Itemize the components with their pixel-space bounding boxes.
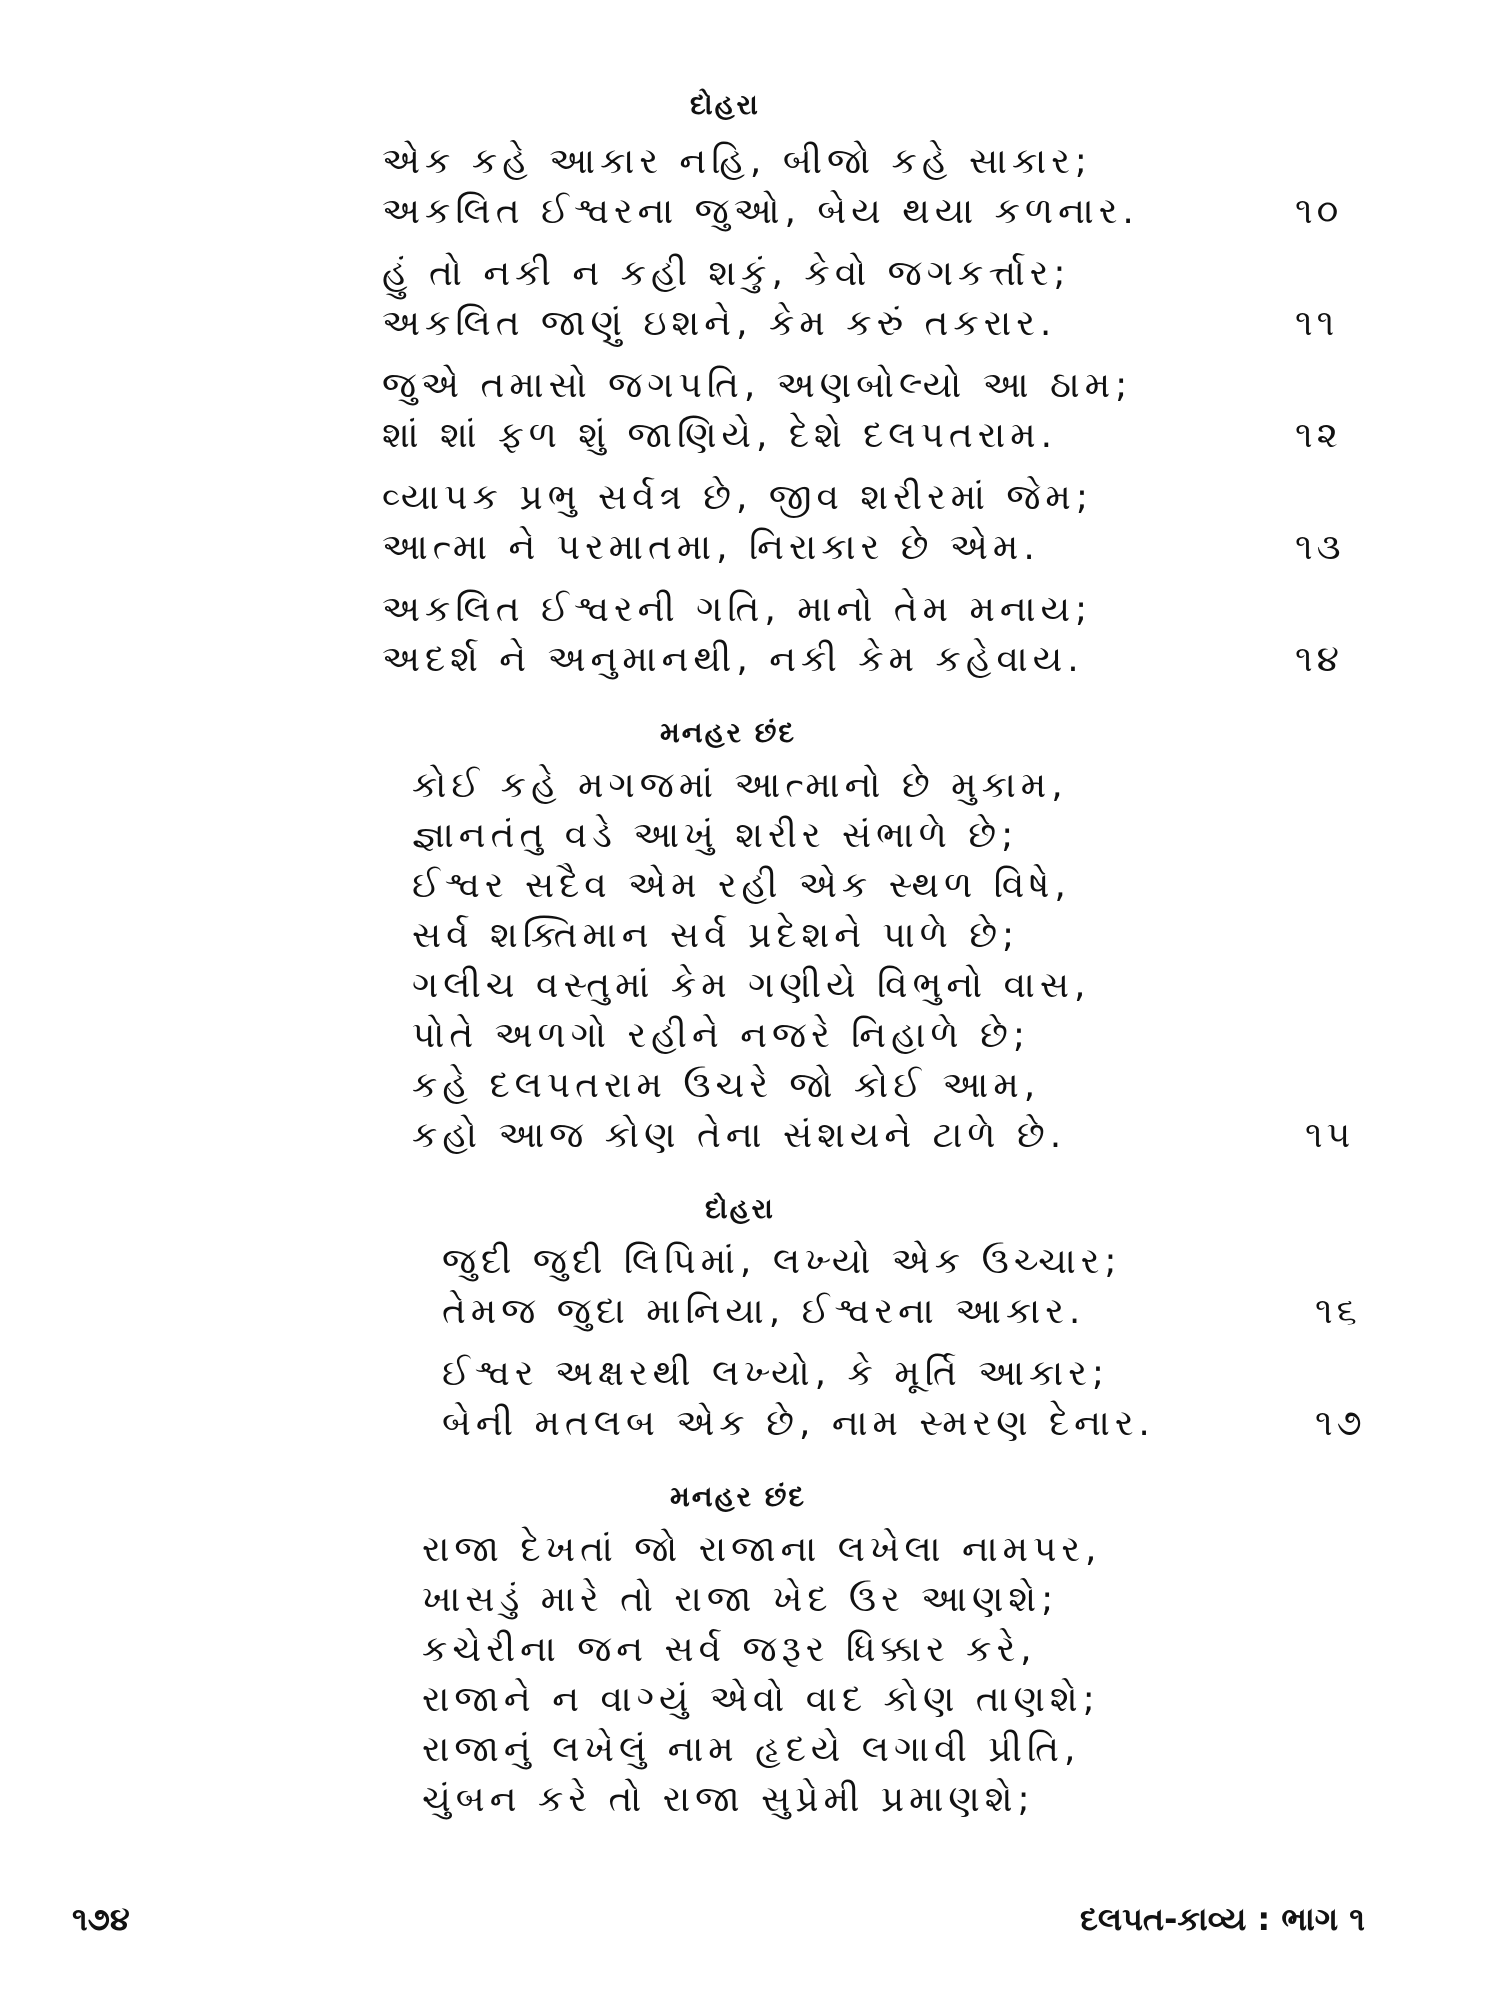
verse-line: સર્વ શક્તિમાન સર્વ પ્રદેશને પાળે છે; xyxy=(412,915,1020,956)
verse-line: ચુંબન કરે તો રાજા સુપ્રેમી પ્રમાણશે; xyxy=(422,1779,1035,1820)
verse-line: આત્મા ને પરમાતમા, નિરાકાર છે એમ. xyxy=(382,527,1040,568)
verse-number: ૧૩ xyxy=(1295,527,1345,568)
verse-line: તેમજ જુદા માનિયા, ઈશ્વરના આકાર. xyxy=(442,1291,1086,1332)
verse-line: જ્ઞાનતંતુ વડે આખું શરીર સંભાળે છે; xyxy=(412,815,1019,856)
verse-line: અકલિત જાણું ઇશને, કેમ કરું તકરાર. xyxy=(382,303,1057,344)
verse-line: જુએ તમાસો જગપતિ, અણબોલ્યો આ ઠામ; xyxy=(382,365,1133,406)
verse-line: કોઈ કહે મગજમાં આત્માનો છે મુકામ, xyxy=(412,765,1068,806)
verse-line: બેની મતલબ એક છે, નામ સ્મરણ દેનાર. xyxy=(442,1403,1155,1444)
verse-line: અકલિત ઈશ્વરના જુઓ, બેય થયા કળનાર. xyxy=(382,191,1139,232)
running-title: દલપત-કાવ્ય : ભાગ ૧ xyxy=(1080,1900,1365,1938)
verse-line: કહે દલપતરામ ઉચરે જો કોઈ આમ, xyxy=(412,1065,1041,1106)
verse-number: ૧૨ xyxy=(1295,415,1342,456)
verse-line: ખાસડું મારે તો રાજા ખેદ ઉર આણશે; xyxy=(422,1579,1059,1620)
verse-number: ૧૬ xyxy=(1315,1291,1361,1332)
verse-number: ૧૦ xyxy=(1295,191,1343,232)
verse-line: કહો આજ કોણ તેના સંશયને ટાળે છે. xyxy=(412,1115,1067,1156)
verse-line: વ્યાપક પ્રભુ સર્વત્ર છે, જીવ શરીરમાં જેમ; xyxy=(382,477,1093,518)
verse-line: ઈશ્વર અક્ષરથી લખ્યો, કે મૂર્તિ આકાર; xyxy=(442,1353,1109,1394)
verse-line: ઈશ્વર સદૈવ એમ રહી એક સ્થળ વિષે, xyxy=(412,865,1071,906)
verse-line: રાજા દેખતાં જો રાજાના લખેલા નામપર, xyxy=(422,1529,1102,1570)
verse-number: ૧૧ xyxy=(1295,303,1339,344)
verse-number: ૧૪ xyxy=(1295,639,1343,680)
verse-line: કચેરીના જન સર્વ જરૂર ધિક્કાર કરે, xyxy=(422,1629,1037,1670)
verse-line: અકલિત ઈશ્વરની ગતિ, માનો તેમ મનાય; xyxy=(382,589,1093,630)
verse-number: ૧૭ xyxy=(1315,1403,1366,1444)
verse-line: રાજાને ન વાગ્યું એવો વાદ કોણ તાણશે; xyxy=(422,1679,1100,1720)
page-number: ૧૭૪ xyxy=(72,1900,130,1938)
verse-line: અદર્શ ને અનુમાનથી, નકી કેમ કહેવાય. xyxy=(382,639,1084,680)
verse-line: એક કહે આકાર નહિ, બીજો કહે સાકાર; xyxy=(382,141,1092,182)
verse-line: પોતે અળગો રહીને નજરે નિહાળે છે; xyxy=(412,1015,1031,1056)
verse-line: ગલીચ વસ્તુમાં કેમ ગણીયે વિભુનો વાસ, xyxy=(412,965,1091,1006)
verse-line: જુદી જુદી લિપિમાં, લખ્યો એક ઉચ્ચાર; xyxy=(442,1241,1122,1282)
verse-line: રાજાનું લખેલું નામ હૃદયે લગાવી પ્રીતિ, xyxy=(422,1729,1081,1770)
verse-line: હું તો નકી ન કહી શકું, કેવો જગકર્ત્તાર; xyxy=(382,253,1071,294)
verse-number: ૧૫ xyxy=(1305,1115,1355,1156)
section-heading-doha-1: દોહરા xyxy=(690,88,760,121)
section-heading-manhar-1: મનહર છંદ xyxy=(660,716,797,749)
verse-line: શાં શાં ફળ શું જાણિયે, દેશે દલપતરામ. xyxy=(382,415,1058,456)
section-heading-doha-2: દોહરા xyxy=(705,1192,775,1225)
section-heading-manhar-2: મનહર છંદ xyxy=(670,1480,807,1513)
